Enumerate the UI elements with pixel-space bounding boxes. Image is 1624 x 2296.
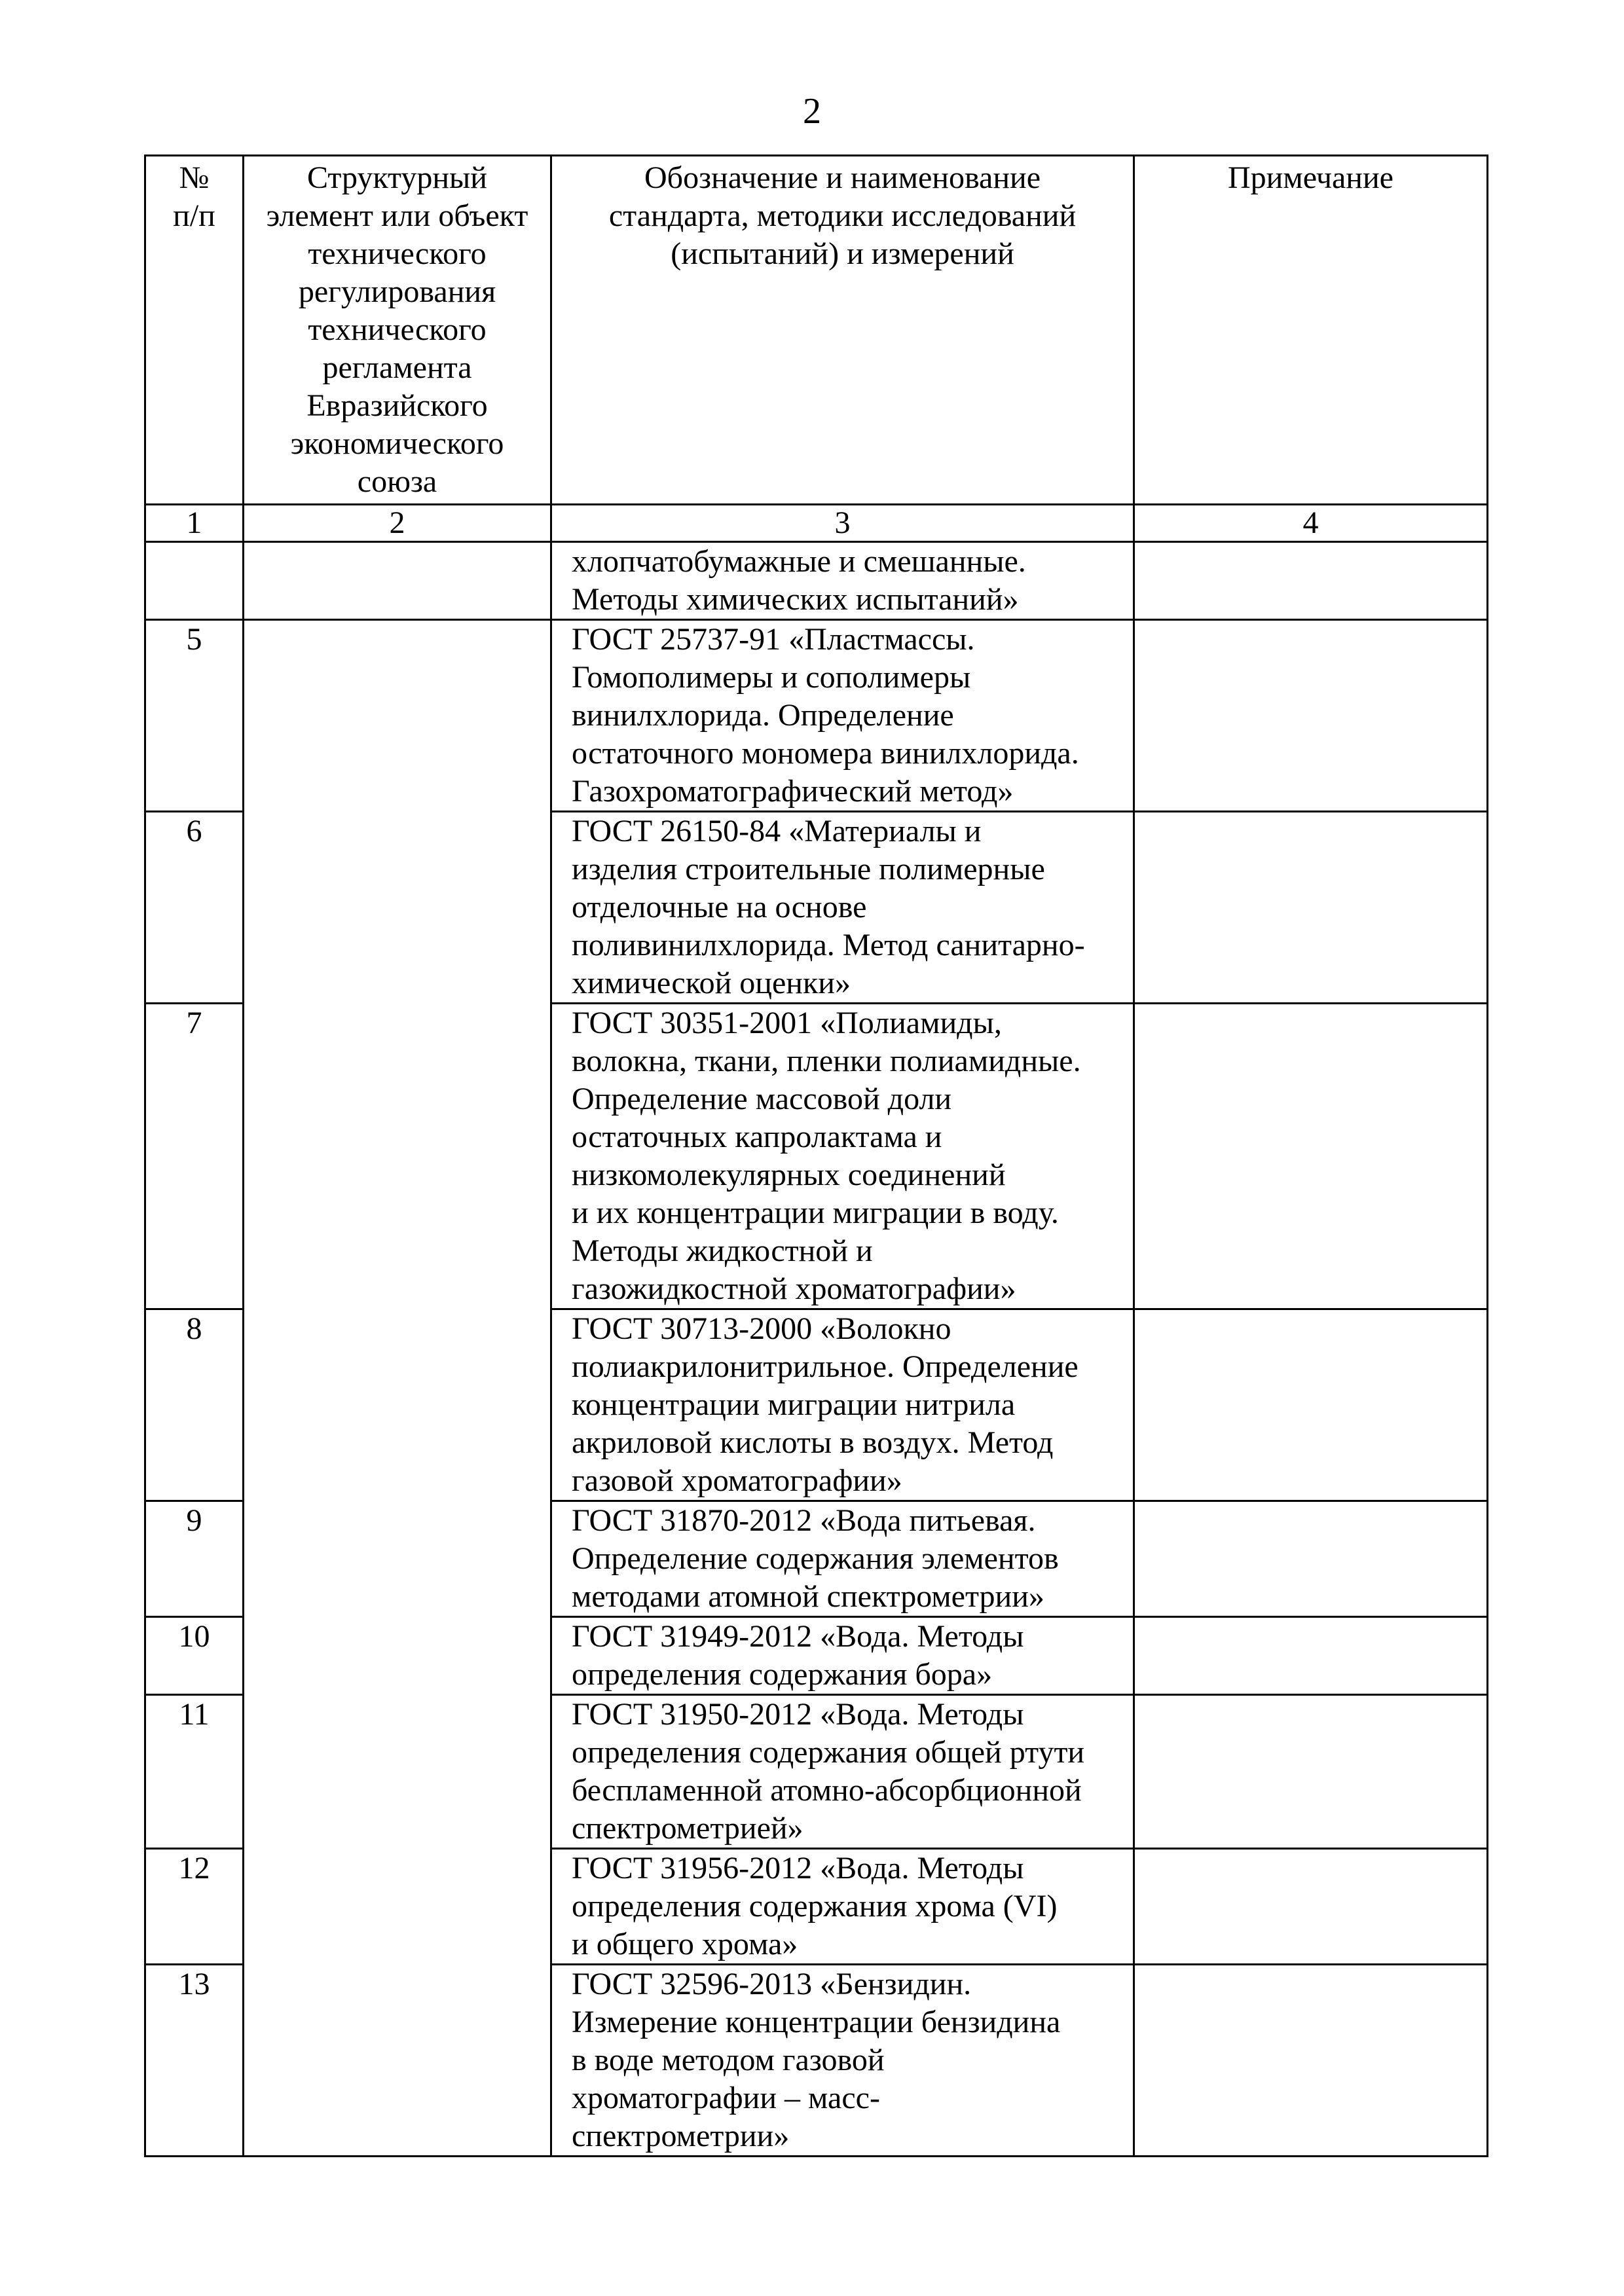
row-number: 11: [145, 1695, 244, 1849]
header-number: № п/п: [145, 156, 244, 505]
row-note: [1134, 542, 1488, 620]
row-structural-element: [244, 542, 551, 620]
row-number: 7: [145, 1004, 244, 1309]
row-standard: ГОСТ 32596-2013 «Бензидин. Измерение концентрации бензидина в воде методом газовой хроматографии – масс- спектрометрии»: [551, 1965, 1134, 2157]
row-note: [1134, 1004, 1488, 1309]
row-number: 13: [145, 1965, 244, 2157]
row-standard: ГОСТ 30713-2000 «Волокно полиакрилонитрильное. Определение концентрации миграции нитрила акриловой кислоты в воздух. Метод газовой хроматографии»: [551, 1309, 1134, 1501]
row-note: [1134, 1501, 1488, 1617]
row-number: 12: [145, 1849, 244, 1965]
row-note: [1134, 1309, 1488, 1501]
row-structural-element-merged: [244, 620, 551, 2157]
row-number: 10: [145, 1617, 244, 1695]
table-row-continuation: [145, 542, 1488, 620]
page-number: 2: [803, 91, 821, 132]
table-header-row: [145, 156, 1488, 505]
column-number-3: 3: [551, 505, 1134, 542]
row-standard: ГОСТ 31950-2012 «Вода. Методы определения содержания общей ртути беспламенной атомно-абсорбционной спектрометрией»: [551, 1695, 1134, 1849]
row-standard: ГОСТ 30351-2001 «Полиамиды, волокна, ткани, пленки полиамидные. Определение массовой доли остаточных капролактама и низкомолекулярных соединений и их концентрации миграции в воду. Методы жидкостной и газожидкостной хроматографии»: [551, 1004, 1134, 1309]
column-number-2: 2: [244, 505, 551, 542]
column-number-1: 1: [145, 505, 244, 542]
column-number-4: 4: [1134, 505, 1488, 542]
row-note: [1134, 1965, 1488, 2157]
row-standard: ГОСТ 31949-2012 «Вода. Методы определения содержания бора»: [551, 1617, 1134, 1695]
row-note: [1134, 620, 1488, 812]
table-row: [145, 620, 1488, 812]
row-number: 6: [145, 812, 244, 1004]
row-note: [1134, 812, 1488, 1004]
row-number: 9: [145, 1501, 244, 1617]
row-note: [1134, 1849, 1488, 1965]
header-structural-element: Структурный элемент или объект технического регулирования технического регламента Евразийского экономического союза: [244, 156, 551, 505]
row-number: 5: [145, 620, 244, 812]
standards-table: [144, 155, 1488, 2157]
row-number: 8: [145, 1309, 244, 1501]
row-number: [145, 542, 244, 620]
row-standard: ГОСТ 31870-2012 «Вода питьевая. Определение содержания элементов методами атомной спектрометрии»: [551, 1501, 1134, 1617]
row-standard: ГОСТ 31956-2012 «Вода. Методы определения содержания хрома (VI) и общего хрома»: [551, 1849, 1134, 1965]
header-note: Примечание: [1134, 156, 1488, 505]
header-standard: Обозначение и наименование стандарта, методики исследований (испытаний) и измерений: [551, 156, 1134, 505]
column-numbers-row: [145, 505, 1488, 542]
row-standard: ГОСТ 25737-91 «Пластмассы. Гомополимеры и сополимеры винилхлорида. Определение остаточного мономера винилхлорида. Газохроматографический метод»: [551, 620, 1134, 812]
row-standard: ГОСТ 26150-84 «Материалы и изделия строительные полимерные отделочные на основе поливинилхлорида. Метод санитарно- химической оценки»: [551, 812, 1134, 1004]
row-standard: хлопчатобумажные и смешанные. Методы химических испытаний»: [551, 542, 1134, 620]
row-note: [1134, 1695, 1488, 1849]
row-note: [1134, 1617, 1488, 1695]
